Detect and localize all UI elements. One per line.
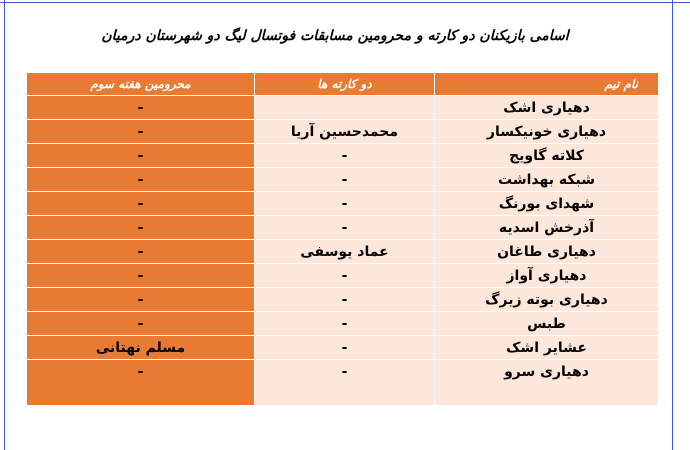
- banned-cell: -: [27, 216, 255, 240]
- banned-cell: -: [27, 264, 255, 288]
- table-row: [27, 264, 659, 288]
- team-cell: دهیاری بوته زیرگ: [435, 288, 659, 312]
- team-cell: طبس: [435, 312, 659, 336]
- header-two-cards: دو کارته ها: [255, 73, 435, 96]
- header-banned: محرومین هفته سوم: [27, 73, 255, 96]
- table-row: [27, 120, 659, 144]
- table-row: [27, 96, 659, 120]
- two-cards-cell: محمدحسین آریا: [255, 120, 435, 144]
- table-row: [27, 288, 659, 312]
- table-row: [27, 168, 659, 192]
- two-cards-cell: -: [255, 312, 435, 336]
- banned-cell: -: [27, 288, 255, 312]
- two-cards-cell: -: [255, 168, 435, 192]
- two-cards-cell: -: [255, 144, 435, 168]
- two-cards-cell: -: [255, 360, 435, 406]
- page-frame-right: [672, 0, 690, 450]
- team-cell: دهیاری آواز: [435, 264, 659, 288]
- banned-cell: -: [27, 120, 255, 144]
- banned-cell: مسلم نهتانی: [27, 336, 255, 360]
- team-cell: دهیاری طاغان: [435, 240, 659, 264]
- banned-cell: -: [27, 168, 255, 192]
- team-cell: دهیاری خونیکسار: [435, 120, 659, 144]
- table-header-row: [27, 73, 659, 96]
- team-cell: دهیاری سرو: [435, 360, 659, 406]
- banned-cell: -: [27, 144, 255, 168]
- table-row: [27, 240, 659, 264]
- banned-cell: -: [27, 240, 255, 264]
- team-cell: شهدای بورنگ: [435, 192, 659, 216]
- banned-cell: -: [27, 360, 255, 406]
- header-team: نام تیم: [435, 73, 659, 96]
- team-cell: شبکه بهداشت: [435, 168, 659, 192]
- team-cell: عشایر اشک: [435, 336, 659, 360]
- document-title: اسامی بازیکنان دو کارته و محرومین مسابقات فوتسال لیگ دو شهرستان درمیان: [101, 28, 569, 44]
- two-cards-cell: [255, 96, 435, 120]
- table-row: [27, 144, 659, 168]
- page-frame-left: [0, 0, 5, 450]
- team-cell: آذرخش اسدیه: [435, 216, 659, 240]
- table-row: [27, 216, 659, 240]
- two-cards-cell: عماد یوسفی: [255, 240, 435, 264]
- table-row: [27, 312, 659, 336]
- suspensions-table: [26, 72, 659, 406]
- table-row: [27, 192, 659, 216]
- two-cards-cell: -: [255, 336, 435, 360]
- banned-cell: -: [27, 96, 255, 120]
- two-cards-cell: -: [255, 264, 435, 288]
- two-cards-cell: -: [255, 192, 435, 216]
- banned-cell: -: [27, 312, 255, 336]
- two-cards-cell: -: [255, 288, 435, 312]
- table-row: [27, 360, 659, 406]
- banned-cell: -: [27, 192, 255, 216]
- team-cell: کلاته گاویج: [435, 144, 659, 168]
- two-cards-cell: -: [255, 216, 435, 240]
- page-frame-top: [0, 0, 690, 3]
- team-cell: دهیاری اشک: [435, 96, 659, 120]
- table-row: [27, 336, 659, 360]
